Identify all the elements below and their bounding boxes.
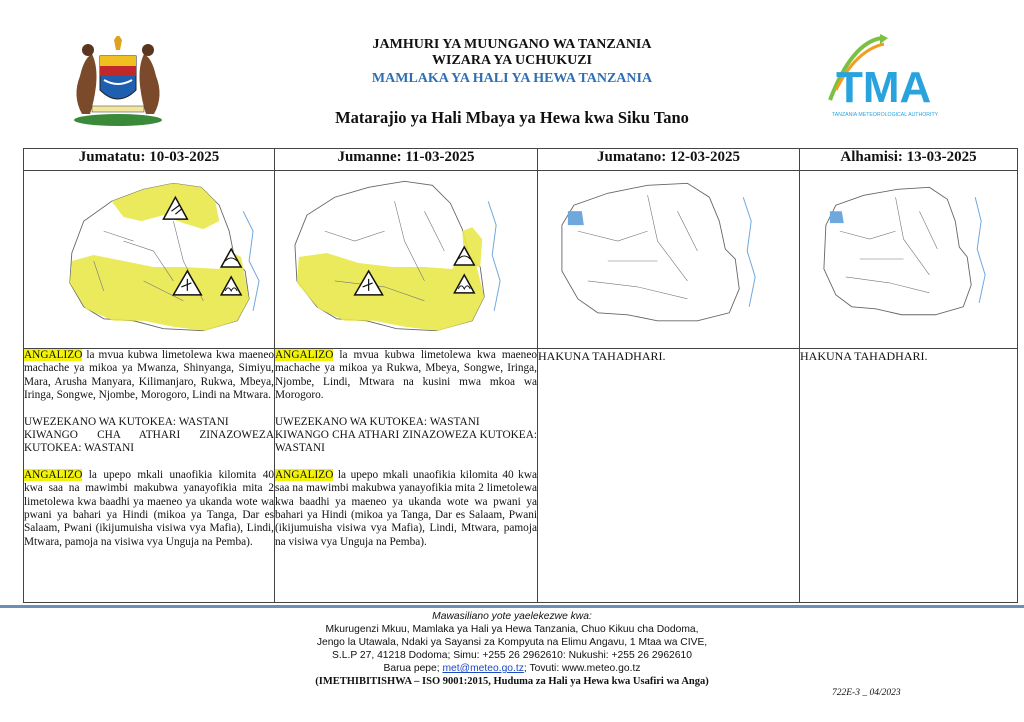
email-link[interactable]: met@meteo.go.tz — [442, 663, 524, 674]
likelihood-text: UWEZEKANO WA KUTOKEA: WASTANI — [24, 415, 229, 428]
warning-label: ANGALIZO — [24, 349, 83, 361]
footer-address-2: Jengo la Utawala, Ndaki ya Sayansi za Kompyuta na Elimu Angavu, 1 Mtaa wa CIVE, — [316, 637, 708, 648]
footer — [0, 610, 1024, 688]
map-day-1 — [24, 171, 275, 349]
tanzania-map-day-1 — [24, 171, 274, 348]
wind-warning-day-1 — [24, 469, 274, 549]
forecast-table — [23, 148, 1018, 603]
impact-text: KIWANGO CHA ATHARI ZINAZOWEZA KUTOKEA: WASTANI — [275, 429, 537, 455]
header-line-authority: MAMLAKA YA HALI YA HEWA TANZANIA — [371, 71, 653, 86]
warning-label: ANGALIZO — [275, 468, 334, 481]
map-day-3 — [538, 171, 800, 349]
tanzania-map-day-4 — [800, 171, 1017, 348]
page-title: Matarajio ya Hali Mbaya ya Hewa kwa Siku Tano — [335, 108, 689, 127]
rain-warning-day-1 — [24, 349, 274, 403]
text-row — [24, 349, 1018, 603]
day-header-row — [24, 149, 1018, 171]
footer-divider — [0, 605, 1024, 608]
website-text: ; Tovuti: www.meteo.go.tz — [523, 663, 641, 674]
map-day-2 — [275, 171, 538, 349]
tma-logo-caption: TANZANIA METEOROLOGICAL AUTHORITY — [832, 112, 939, 118]
text-day-1 — [24, 349, 275, 603]
header — [0, 0, 1024, 150]
likelihood-text: UWEZEKANO WA KUTOKEA: WASTANI — [275, 415, 480, 428]
header-line-ministry: WIZARA YA UCHUKUZI — [432, 53, 592, 68]
wind-warning-day-2 — [275, 469, 537, 549]
wind-warning-text: la upepo mkali unaofikia kilomita 40 kwa saa na mawimbi makubwa yanayofikia mita 2 limetolewa kwa baadhi ya maeneo ya ukanda wote wa pwani ya bahari ya Hindi (mikoa ya Tanga, Dar es Salaam, Pwani (ikijumuisha visiwa vya Mafia), Lindi, Mtwara, pamoja na visiwa vya Unguja na Pemba). — [24, 468, 274, 548]
footer-certification: (IMETHIBITISHWA – ISO 9001:2015, Huduma za Hali ya Hewa kwa Usafiri wa Anga) — [315, 676, 709, 687]
rain-warning-text: la mvua kubwa limetolewa kwa maeneo machache ya mikoa ya Rukwa, Mbeya, Songwe, Iringa, Njombe, Lindi, Mtwara na kusini mwa mkoa wa Morogoro. — [275, 349, 537, 402]
document-code: 722E-3 _ 04/2023 — [832, 688, 901, 698]
rain-warning-text: la mvua kubwa limetolewa kwa maeneo machache ya mikoa ya Mwanza, Shinyanga, Simiyu, Mara, Arusha Manyara, Kilimanjaro, Rukwa, Mbeya, Iringa, Songwe, Njombe, Morogoro, Lindi na Mtwara. — [24, 349, 274, 402]
header-line-republic: JAMHURI YA MUUNGANO WA TANZANIA — [372, 37, 652, 52]
rain-warning-day-2 — [275, 349, 537, 403]
text-day-3 — [538, 349, 800, 603]
footer-contact — [0, 662, 1024, 675]
tma-logo-icon — [822, 30, 952, 122]
no-warning-day-3: HAKUNA TAHADHARI. — [538, 349, 666, 363]
day-header-1: Jumatatu: 10-03-2025 — [24, 149, 275, 171]
text-day-4 — [800, 349, 1018, 603]
likelihood-day-1 — [24, 416, 274, 456]
footer-address-1: Mkurugenzi Mkuu, Mamlaka ya Hali ya Hewa Tanzania, Chuo Kikuu cha Dodoma, — [325, 624, 699, 635]
day-header-3: Jumatano: 12-03-2025 — [538, 149, 800, 171]
likelihood-day-2 — [275, 416, 537, 456]
day-header-2: Jumanne: 11-03-2025 — [275, 149, 538, 171]
map-day-4 — [800, 171, 1018, 349]
day-header-4: Alhamisi: 13-03-2025 — [800, 149, 1018, 171]
warning-label: ANGALIZO — [275, 349, 334, 361]
email-prefix: Barua pepe; — [383, 663, 443, 674]
map-row — [24, 171, 1018, 349]
tma-logo-text: TMA — [836, 63, 932, 112]
no-warning-day-4: HAKUNA TAHADHARI. — [800, 349, 928, 363]
tanzania-map-day-3 — [538, 171, 799, 348]
text-day-2 — [275, 349, 538, 603]
impact-text: KIWANGO CHA ATHARI ZINAZOWEZA KUTOKEA: WASTANI — [24, 429, 274, 455]
footer-address-3: S.L.P 27, 41218 Dodoma; Simu: +255 26 2962610: Nukushi: +255 26 2962610 — [332, 650, 692, 661]
wind-warning-text: la upepo mkali unaofikia kilomita 40 kwa saa na mawimbi makubwa yanayofikia mita 2 limetolewa kwa baadhi ya maeneo ya ukanda wote wa pwani ya bahari ya Hindi (mikoa ya Tanga, Dar es Salaam, Pwani (ikijumuisha visiwa vya Mafia), Lindi, Mtwara, pamoja na visiwa vya Unguja na Pemba). — [275, 468, 537, 548]
warning-label: ANGALIZO — [24, 468, 83, 481]
tanzania-map-day-2 — [275, 171, 537, 348]
footer-intro: Mawasiliano yote yaelekezwe kwa: — [432, 611, 592, 622]
